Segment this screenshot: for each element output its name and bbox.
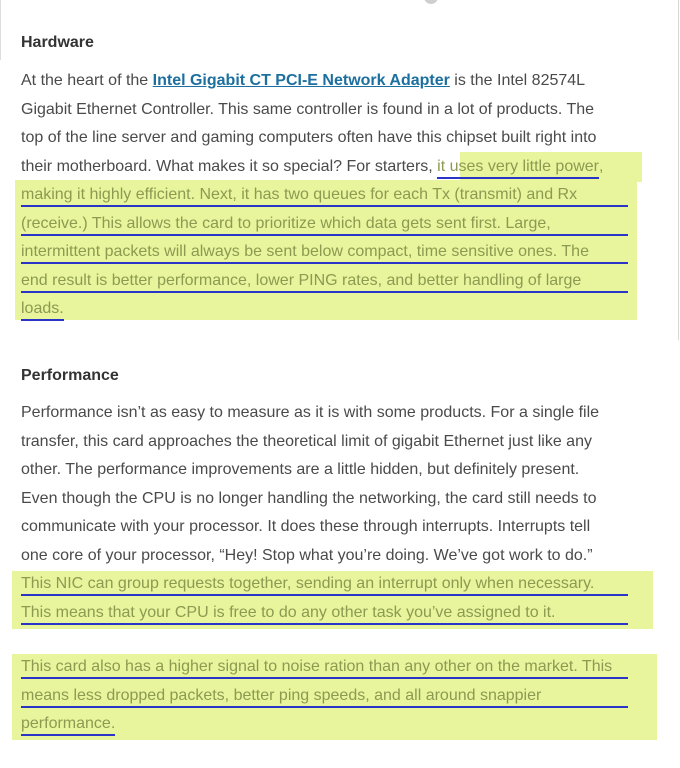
paragraph-line: other. The performance improvements are a little hidden, but definitely present.	[21, 461, 580, 478]
highlighted-text: it uses very little power	[437, 157, 599, 179]
paragraph-line: Performance isn’t as easy to measure as it is with some products. For a single file	[21, 404, 600, 421]
highlighted-line	[21, 573, 628, 595]
highlighted-line	[21, 602, 628, 624]
highlighted-text: This NIC can group requests together, sending an interrupt only when necessary.	[21, 574, 628, 596]
highlighted-line	[21, 184, 628, 206]
product-link[interactable]: Intel Gigabit CT PCI-E Network Adapter	[152, 72, 450, 89]
section-heading-performance: Performance	[21, 367, 119, 384]
highlighted-text: end result is better performance, lower PING rates, and better handling of large	[21, 271, 628, 293]
text: their motherboard. What makes it so special? For starters,	[21, 158, 438, 175]
section-heading-hardware: Hardware	[21, 34, 94, 51]
highlighted-text: making it highly efficient. Next, it has two queues for each Tx (transmit) and Rx	[21, 185, 628, 207]
highlighted-line	[21, 685, 628, 707]
paragraph-line: Even though the CPU is no longer handling the networking, the card still needs to	[21, 490, 597, 507]
highlighted-text: This means that your CPU is free to do any other task you’ve assigned to it.	[21, 603, 628, 625]
highlighted-text: performance.	[21, 714, 115, 736]
paragraph-line: communicate with your processor. It does these through interrupts. Interrupts tell	[21, 518, 591, 535]
text: At the heart of the	[21, 72, 153, 89]
paragraph-line	[21, 70, 585, 92]
highlighted-line	[21, 241, 628, 263]
highlighted-line	[21, 656, 628, 678]
paragraph-line: one core of your processor, “Hey! Stop what you’re doing. We’ve got work to do.”	[21, 547, 593, 564]
paragraph-line: top of the line server and gaming computers often have this chipset built right into	[21, 129, 597, 146]
paragraph-line: Gigabit Ethernet Controller. This same controller is found in a lot of products. The	[21, 101, 595, 118]
paragraph-line: transfer, this card approaches the theoretical limit of gigabit Ethernet just like any	[21, 433, 592, 450]
paragraph-line: their motherboard. What makes it so special? For starters, it uses very little power,	[21, 156, 603, 178]
highlighted-line	[21, 213, 628, 235]
highlighted-text: This card also has a higher signal to noise ration than any other on the market. This	[21, 657, 628, 679]
card-border	[0, 0, 1, 60]
highlighted-text: means less dropped packets, better ping speeds, and all around snappier	[21, 686, 628, 708]
highlighted-line	[21, 270, 628, 292]
highlighted-text: intermittent packets will always be sent below compact, time sensitive ones. The	[21, 242, 628, 264]
text: is the Intel 82574L	[449, 72, 586, 89]
highlighted-line	[21, 713, 115, 735]
highlighted-line	[21, 298, 64, 320]
highlighted-text: loads.	[21, 299, 64, 321]
highlighted-text: (receive.) This allows the card to prioritize which data gets sent first. Large,	[21, 214, 628, 236]
